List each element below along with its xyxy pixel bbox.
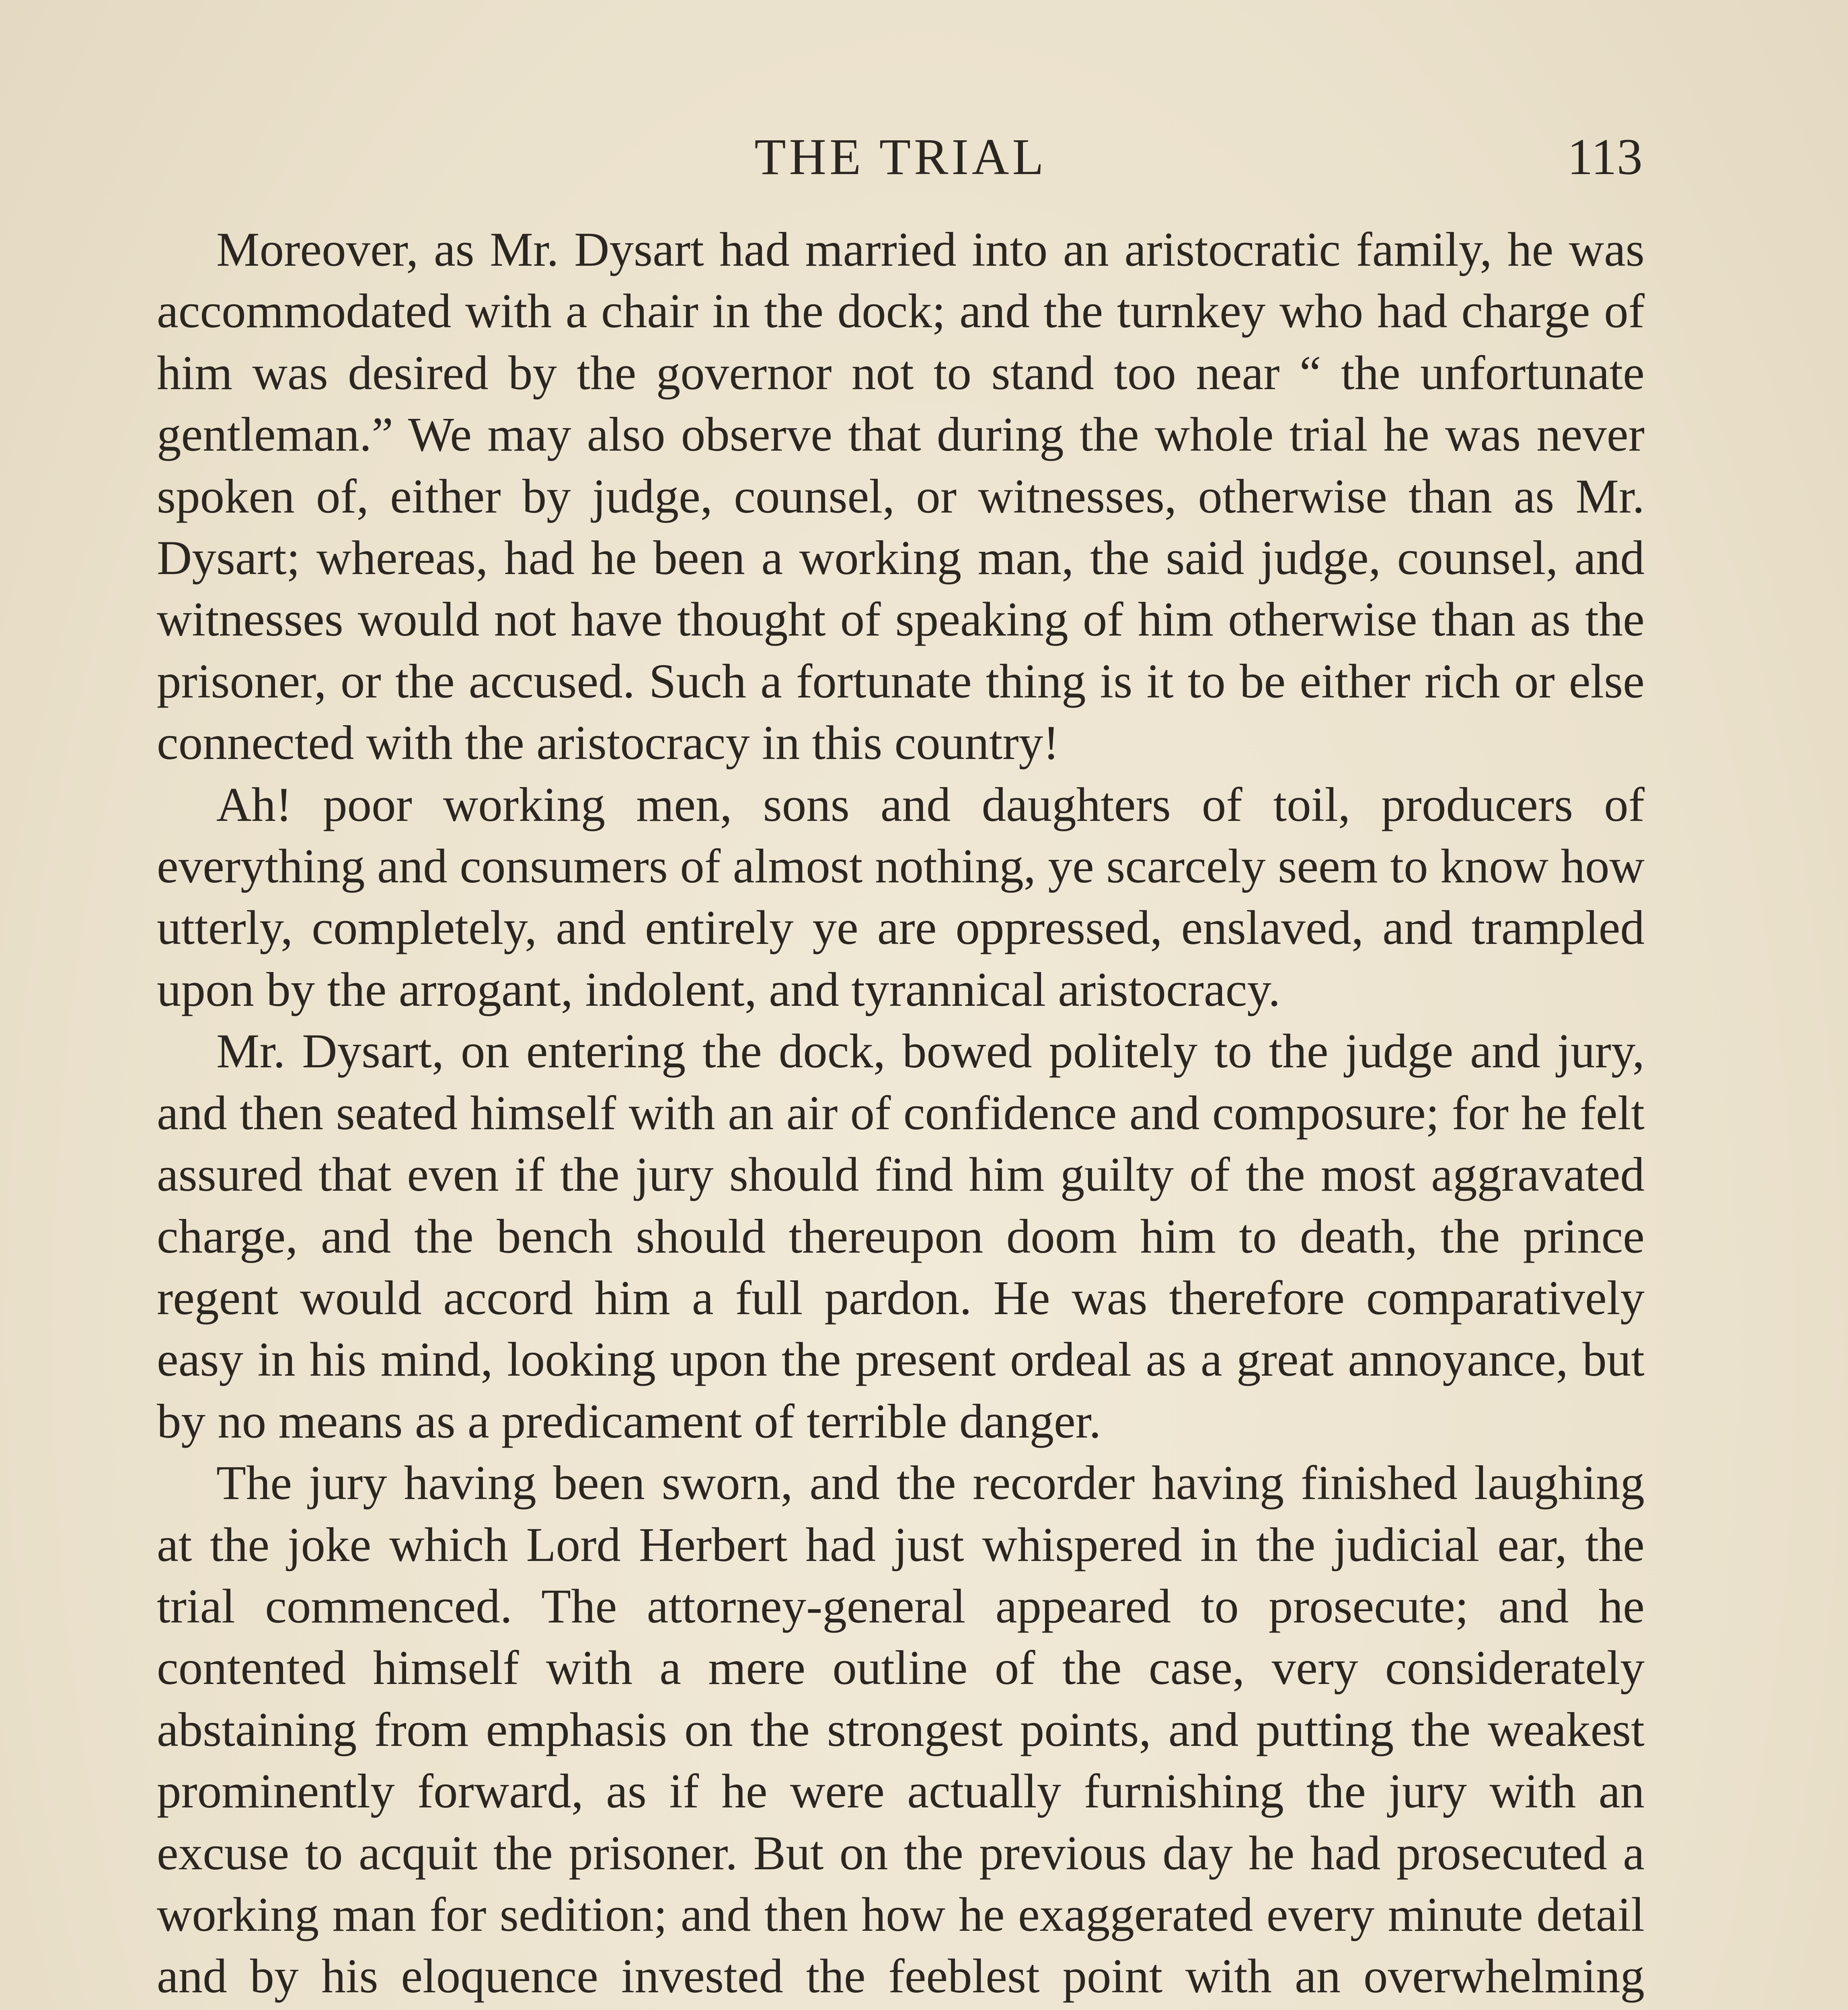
paragraph-3: Mr. Dysart, on entering the dock, bowed politely to the judge and jury, and then seated himself with an air of confidence and composure; for he felt assured that even if the jury should find him guilty of the most aggravated charge, and the bench should thereupon doom him to death, the prince regent would accord him a full pardon. He was therefore comparatively easy in his mind, looking upon the present ordeal as a great annoyance, but by no means as a predicament of terrible danger.	[157, 1024, 1645, 1448]
paragraph-1: Moreover, as Mr. Dysart had married into an aristocratic family, he was accommodated with a chair in the dock; and the turnkey who had charge of him was desired by the governor not to stand too near “ the unfortunate gentleman.” We may also observe that during the whole trial he was never spoken of, either by judge, counsel, or witnesses, otherwise than as Mr. Dysart; whereas, had he been a working man, the said judge, counsel, and witnesses would not have thought of speaking of him otherwise than as the prisoner, or the accused. Such a fortunate thing is it to be either rich or else connected with the aristocracy in this country!	[157, 223, 1645, 770]
chapter-title: THE TRIAL	[754, 128, 1047, 185]
page-number: 113	[1567, 128, 1643, 185]
paragraph-4: The jury having been sworn, and the recorder having finished laughing at the joke which Lord Herbert had just whispered in the judicial ear, the trial commenced. The attorney-general appeared to prosecute; and he contented himself with a mere outline of the case, very considerately abstaining from emphasis on the strongest points, and putting the weakest prominently forward, as if he were actually furnishing the jury with an excuse to acquit the prisoner. But on the previous day he had prosecuted a working man for sedition; and then how he exaggerated every minute detail and by his eloquence invested the feeblest point with an overwhelming	[157, 1456, 1645, 2004]
running-head	[159, 121, 1643, 193]
body-text	[157, 219, 1645, 2010]
paragraph-2: Ah! poor working men, sons and daughters of toil, producers of everything and consumers of almost nothing, ye scarcely seem to know how utterly, completely, and entirely ye are oppressed, enslaved, and trampled upon by the arrogant, indolent, and tyrannical aristocracy.	[157, 777, 1645, 1017]
